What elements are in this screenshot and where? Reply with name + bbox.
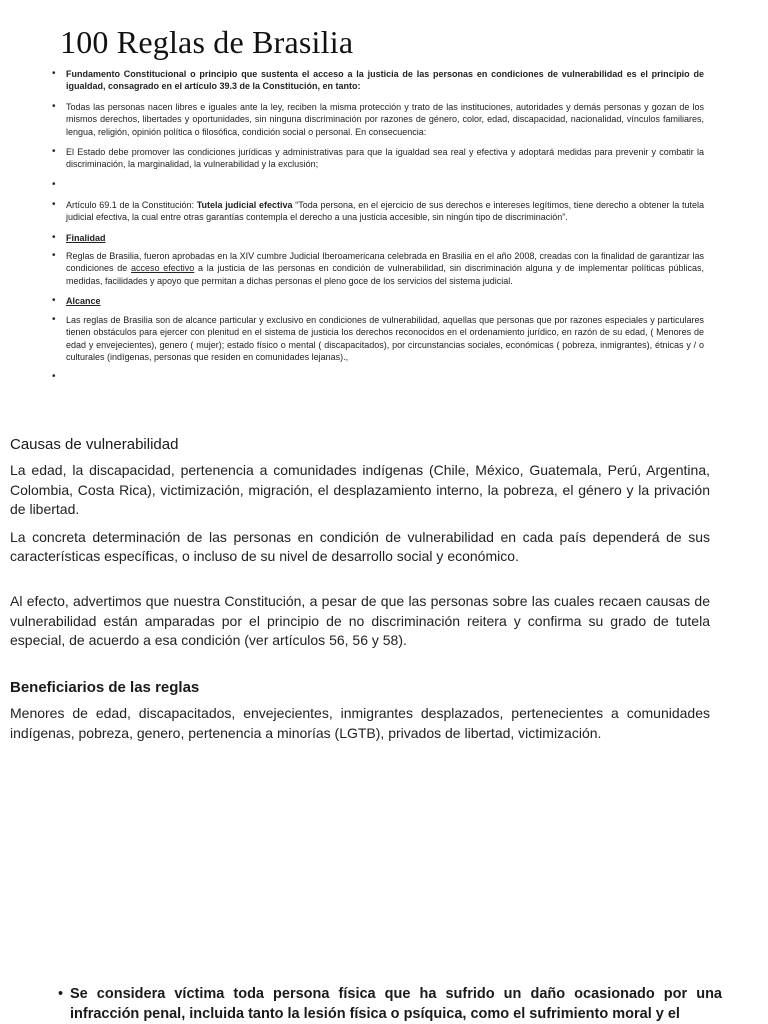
paragraph: La concreta determinación de las personas en condición de vulnerabilidad en cada país dependerá de sus características específicas, o incluso de su nivel de desarrollo social y económico. — [10, 528, 710, 564]
paragraph: Menores de edad, discapacitados, envejecientes, inmigrantes desplazados, pertenecientes a comunidades indígenas, pobreza, genero, pertenencia a minorías (LGTB), privados de libertad, victimización. — [10, 705, 710, 741]
list-item-text-prefix: Artículo 69.1 de la Constitución: — [66, 199, 197, 210]
paragraph: Al efecto, advertimos que nuestra Constitución, a pesar de que las personas sobre las cuales recaen causas de vulnerabilidad están amparadas por el principio de no discriminación reitera y confirma su grado de tutela especial, de acuerdo a esa condición (ver artículos 56, 56 y 58). — [10, 593, 710, 648]
list-item-estado — [52, 146, 704, 171]
list-item-igualdad — [52, 101, 704, 138]
list-item-text: Todas las personas nacen libres e iguales ante la ley, reciben la misma protección y trato de las instituciones, autoridades y demás personas y gozan de los mismos derechos, libertades y oportunidades, sin ninguna discriminación por razones de género, color, edad, discapacidad, nacionalidad, vínculos familiares, lengua, religión, opinión política o filosófica, condición social o personal. En consecuencia: — [66, 101, 704, 137]
list-item-reglas — [52, 250, 704, 287]
list-item-articulo-69 — [52, 199, 704, 224]
footer-bullet: • Se considera víctima toda persona física que ha sufrido un daño ocasionado por una infracción penal, incluida tanto la lesión física o psíquica, como el sufrimiento moral y el — [58, 984, 722, 1024]
section-heading: Beneficiarios de las reglas — [10, 679, 200, 696]
list-item-text-bold: Tutela judicial efectiva — [196, 199, 293, 210]
list-item-alcance — [52, 295, 704, 307]
list-item-text-after: a la justicia de las personas en condición de vulnerabilidad, sin discriminación alguna y de implementar políticas públicas, medidas, facilidades y apoyo que permitan a dichas personas el pleno goce de los servicios del sistema judicial. — [66, 263, 704, 286]
list-item-text-rest: “Toda persona, en el ejercicio de sus derechos e intereses legítimos, tiene derecho a obtener la tutela judicial efectiva, la cual entre otras garantías contempla el derecho a una justicia accesible, sin ningún tipo de discriminación”. — [66, 199, 704, 223]
section-efecto — [10, 592, 710, 659]
section-causas — [10, 436, 710, 575]
bullet-list — [52, 68, 704, 391]
list-item-finalidad — [52, 232, 704, 244]
list-item-empty — [52, 179, 704, 191]
subheading-alcance: Alcance — [66, 296, 101, 307]
subheading-finalidad: Finalidad — [66, 232, 106, 243]
list-item-alcance-text — [52, 314, 704, 364]
list-item-text-before: Reglas de Brasilia, fueron aprobadas en la XIV cumbre Judicial Iberoamericana celebrada en Brasilia en el año 2008, creadas con la finalidad de garantizar las condiciones de — [66, 251, 704, 274]
paragraph: La edad, la discapacidad, pertenencia a comunidades indígenas (Chile, México, Guatemala, Perú, Argentina, Colombia, Costa Rica), victimización, migración, el desplazamiento interno, la pobreza, el género y la privación de libertad. — [10, 462, 710, 517]
section-heading: Causas de vulnerabilidad — [10, 436, 179, 453]
list-item-text: Fundamento Constitucional o principio que sustenta el acceso a la justicia de las personas en condiciones de vulnerabilidad es el principio de igualdad, consagrado en el artículo 39.3 de la Constitución, en tanto: — [66, 69, 704, 92]
list-item-fundamento — [52, 68, 704, 93]
page-title: 100 Reglas de Brasilia — [60, 24, 354, 60]
list-item-text: El Estado debe promover las condiciones jurídicas y administrativas para que la igualdad sea real y efectiva y adoptará medidas para prevenir y combatir la discriminación, la marginalidad, la vulnerabilidad y la exclusión; — [66, 147, 704, 170]
section-beneficiarios — [10, 679, 710, 751]
list-item-text-underlined: acceso efectivo — [131, 263, 195, 274]
list-item-empty — [52, 371, 704, 383]
list-item-text: Las reglas de Brasilia son de alcance particular y exclusivo en condiciones de vulnerabilidad, aquellas que personas que por razones especiales y particulares tienen obstáculos para ejercer con plenitud en el sistema de justicia los derechos reconocidos en el ordenamiento jurídico, en razón de su edad, ( Menores de edad y envejecientes), genero ( mujer); estado físico o mental ( discapacitados), por circunstancias sociales, económicas ( pobreza, inmigrantes), étnicas y / o culturales (indígenas, personas que residen en comunidades lejanas)., — [66, 314, 704, 362]
